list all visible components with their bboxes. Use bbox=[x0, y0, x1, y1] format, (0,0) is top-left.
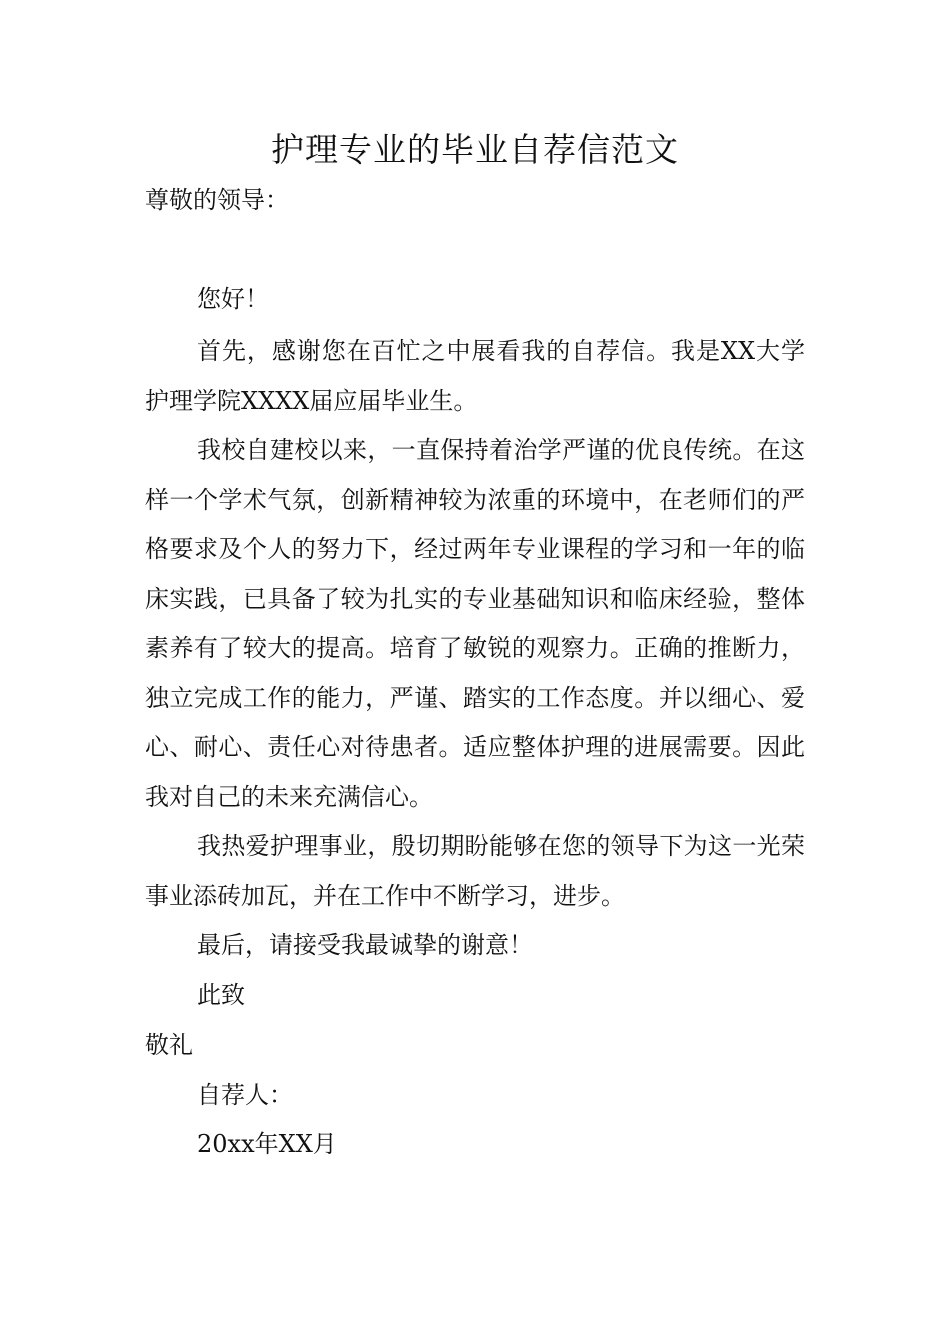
closing-ci-zhi: 此致 bbox=[197, 981, 245, 1009]
salutation: 尊敬的领导： bbox=[145, 186, 289, 214]
closing-thanks: 最后，请接受我最诚挚的谢意！ bbox=[197, 931, 533, 959]
paragraph-school: 我校自建校以来，一直保持着治学严谨的优良传统。在这样一个学术气氛，创新精神较为浓重的环境中，在老师们的严格要求及个人的努力下，经过两年专业课程的学习和一年的临床实践，已具备了较为扎实的专业基础知识和临床经验，整体素养有了较大的提高。培育了敏锐的观察力。正确的推断力，独立完成工作的能力，严谨、踏实的工作态度。并以细心、爱心、耐心、责任心对待患者。适应整体护理的进展需要。因此我对自己的未来充满信心。 bbox=[145, 436, 805, 811]
closing-jing-li: 敬礼 bbox=[145, 1031, 193, 1059]
paragraph-intro: 首先，感谢您在百忙之中展看我的自荐信。我是XX大学护理学院XXXX届应届毕业生。 bbox=[145, 337, 805, 415]
paragraph-aspiration: 我热爱护理事业，殷切期盼能够在您的领导下为这一光荣事业添砖加瓦，并在工作中不断学习，进步。 bbox=[145, 832, 805, 910]
document-title: 护理专业的毕业自荐信范文 bbox=[271, 130, 679, 169]
signature-label: 自荐人： bbox=[197, 1081, 293, 1109]
date-line: 20xx年XX月 bbox=[197, 1130, 337, 1158]
greeting: 您好！ bbox=[197, 285, 269, 313]
